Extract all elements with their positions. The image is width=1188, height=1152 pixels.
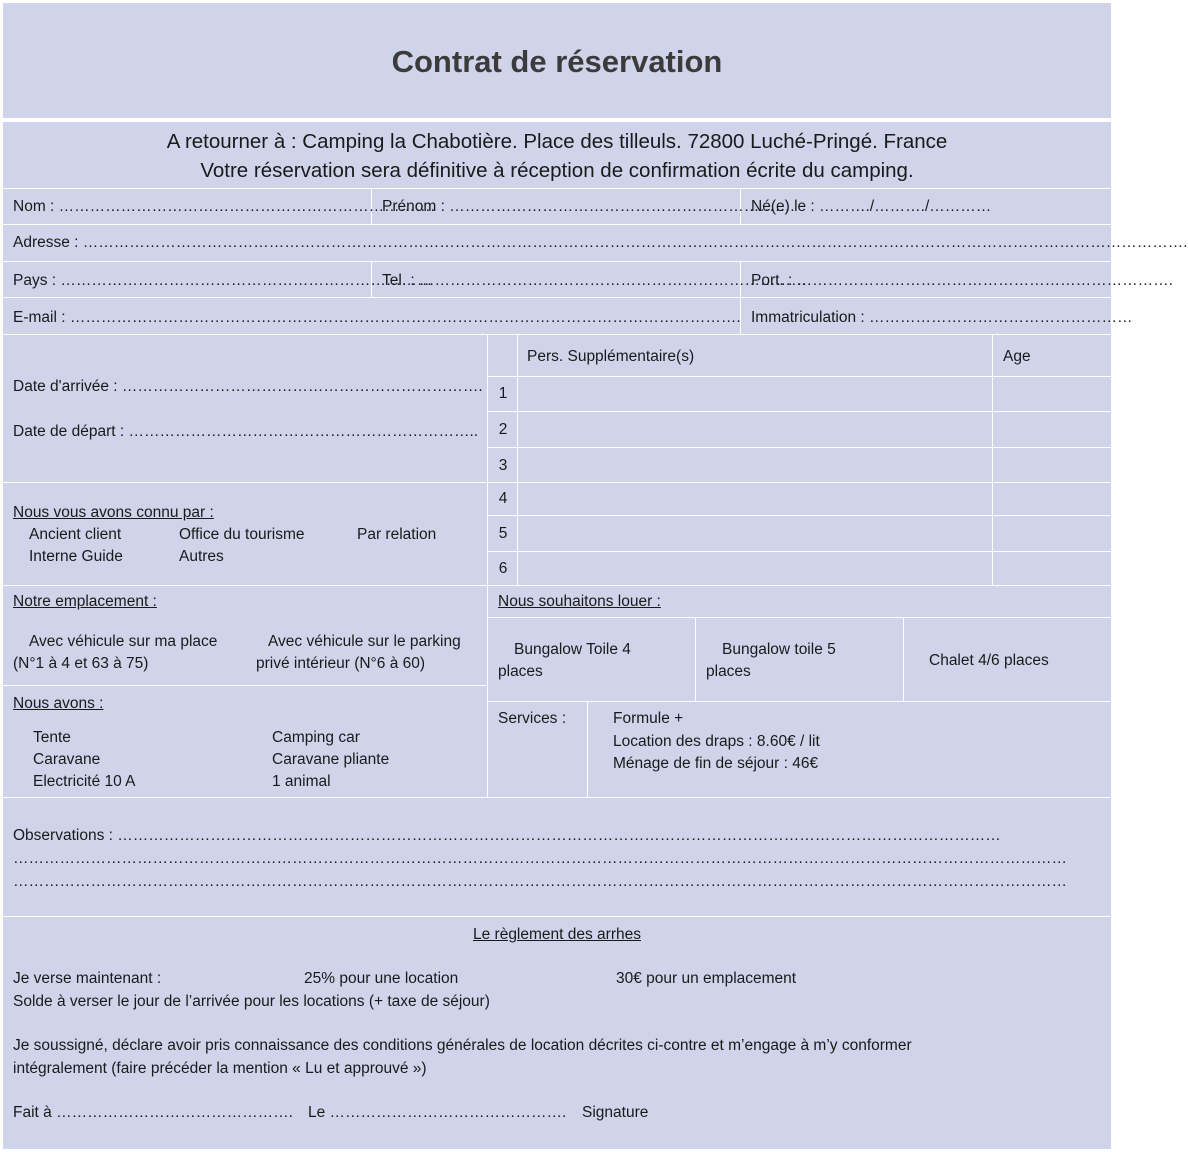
emplacement-heading: Notre emplacement : — [13, 593, 157, 610]
divider — [3, 916, 1111, 917]
divider — [487, 617, 1111, 618]
divider — [695, 617, 696, 701]
option-vehicule-parking-detail: privé intérieur (N°6 à 60) — [256, 655, 426, 672]
option-ancient-client[interactable]: Ancient client — [29, 526, 122, 543]
row-number: 4 — [498, 490, 508, 507]
option-menage[interactable]: Ménage de fin de séjour : 46€ — [613, 755, 819, 772]
divider — [517, 334, 518, 585]
avons-heading: Nous avons : — [13, 695, 104, 712]
row-number: 5 — [498, 525, 508, 542]
divider — [3, 261, 1111, 262]
option-chalet[interactable]: Chalet 4/6 places — [929, 652, 1049, 669]
connu-heading: Nous vous avons connu par : — [13, 504, 214, 521]
option-caravane-pliante[interactable]: Caravane pliante — [272, 751, 390, 768]
divider — [3, 334, 1111, 335]
tel-field[interactable]: Tel. : ………………………………………………………………… — [382, 272, 807, 289]
reglement-heading: Le règlement des arrhes — [472, 926, 641, 943]
option-vehicule-parking[interactable]: Avec véhicule sur le parking — [268, 633, 461, 650]
observations-field[interactable]: Observations : ……………………………………………………………………………………………………………………………………………………… — [13, 827, 1001, 844]
option-par-relation[interactable]: Par relation — [357, 526, 437, 543]
option-25-location[interactable]: 25% pour une location — [304, 970, 459, 987]
date-le-field[interactable]: Le ………………………………………. — [308, 1104, 567, 1121]
verse-label: Je verse maintenant : — [13, 970, 162, 987]
row-number: 2 — [498, 421, 508, 438]
divider — [3, 188, 1111, 189]
confirmation-note: Votre réservation sera définitive à réception de confirmation écrite du camping. — [200, 159, 914, 182]
fait-a-field[interactable]: Fait à ………………………………………. — [13, 1104, 293, 1121]
divider — [903, 617, 904, 701]
return-address: A retourner à : Camping la Chabotière. Place des tilleuls. 72800 Luché-Pringé. France — [166, 130, 948, 153]
option-electricite[interactable]: Electricité 10 A — [33, 773, 136, 790]
option-autres[interactable]: Autres — [179, 548, 224, 565]
departure-date-field[interactable]: Date de départ : ………………………………………………………….. — [13, 423, 479, 440]
nom-field[interactable]: Nom : ………………………………………………………………. — [13, 198, 435, 215]
row-number: 6 — [498, 560, 508, 577]
option-formule-plus[interactable]: Formule + — [613, 710, 684, 727]
divider — [3, 797, 1111, 798]
option-office-tourisme[interactable]: Office du tourisme — [179, 526, 305, 543]
divider — [992, 334, 993, 585]
option-bungalow-4-line2: places — [498, 663, 543, 680]
divider — [487, 411, 1111, 412]
option-vehicule-place[interactable]: Avec véhicule sur ma place — [29, 633, 218, 650]
divider — [587, 701, 588, 797]
page-title: Contrat de réservation — [391, 44, 723, 79]
option-bungalow-4[interactable]: Bungalow Toile 4 — [514, 641, 631, 658]
option-30-emplacement[interactable]: 30€ pour un emplacement — [616, 970, 797, 987]
declaration-text-cont: intégralement (faire précéder la mention « Lu et approuvé ») — [13, 1060, 427, 1077]
option-vehicule-place-detail: (N°1 à 4 et 63 à 75) — [13, 655, 149, 672]
divider — [487, 334, 488, 797]
row-number: 3 — [498, 457, 508, 474]
port-field[interactable]: Port. : ………………………………………………………………. — [751, 272, 1173, 289]
divider — [3, 297, 1111, 298]
option-tente[interactable]: Tente — [33, 729, 71, 746]
observations-line[interactable]: …………………………………………………………………………………………………………………………………………………………………………………… — [13, 850, 1067, 867]
divider — [3, 685, 487, 686]
immatriculation-field[interactable]: Immatriculation : …………………………………………… — [751, 309, 1133, 326]
arrival-date-field[interactable]: Date d'arrivée : ……………………………………………………………. — [13, 378, 483, 395]
option-bungalow-5-line2: places — [706, 663, 751, 680]
divider — [487, 376, 1111, 377]
age-column-header: Age — [1003, 348, 1031, 365]
divider — [487, 482, 1111, 483]
birthdate-field[interactable]: Né(e) le : ………./………./………… — [751, 198, 992, 215]
option-interne-guide[interactable]: Interne Guide — [29, 548, 123, 565]
divider — [3, 224, 1111, 225]
louer-heading: Nous souhaitons louer : — [498, 593, 661, 610]
option-location-draps[interactable]: Location des draps : 8.60€ / lit — [613, 733, 820, 750]
email-field[interactable]: E-mail : …………………………………………………………………………………………………………………. — [13, 309, 741, 326]
divider — [3, 585, 1111, 586]
adresse-field[interactable]: Adresse : ……………………………………………………………………………………………………………………………………………………………………………………………. — [13, 234, 1188, 251]
option-animal[interactable]: 1 animal — [272, 773, 331, 790]
prenom-field[interactable]: Prénom : …………………………………………………………. — [382, 198, 795, 215]
pers-column-header: Pers. Supplémentaire(s) — [527, 348, 695, 365]
observations-line[interactable]: …………………………………………………………………………………………………………………………………………………………………………………… — [13, 873, 1067, 890]
option-camping-car[interactable]: Camping car — [272, 729, 360, 746]
signature-label: Signature — [582, 1104, 649, 1121]
option-bungalow-5[interactable]: Bungalow toile 5 — [722, 641, 836, 658]
option-caravane[interactable]: Caravane — [33, 751, 101, 768]
divider — [487, 515, 1111, 516]
declaration-text: Je soussigné, déclare avoir pris connaissance des conditions générales de location décrites ci-contre et m’engage à m’y conformer — [13, 1037, 912, 1054]
row-number: 1 — [498, 385, 508, 402]
pays-field[interactable]: Pays : ……………………………………………………………… — [13, 272, 433, 289]
divider — [487, 447, 1111, 448]
solde-text: Solde à verser le jour de l’arrivée pour les locations (+ taxe de séjour) — [13, 993, 490, 1010]
divider — [3, 482, 487, 483]
divider — [487, 551, 1111, 552]
services-label: Services : — [498, 710, 567, 727]
divider — [487, 701, 1111, 702]
